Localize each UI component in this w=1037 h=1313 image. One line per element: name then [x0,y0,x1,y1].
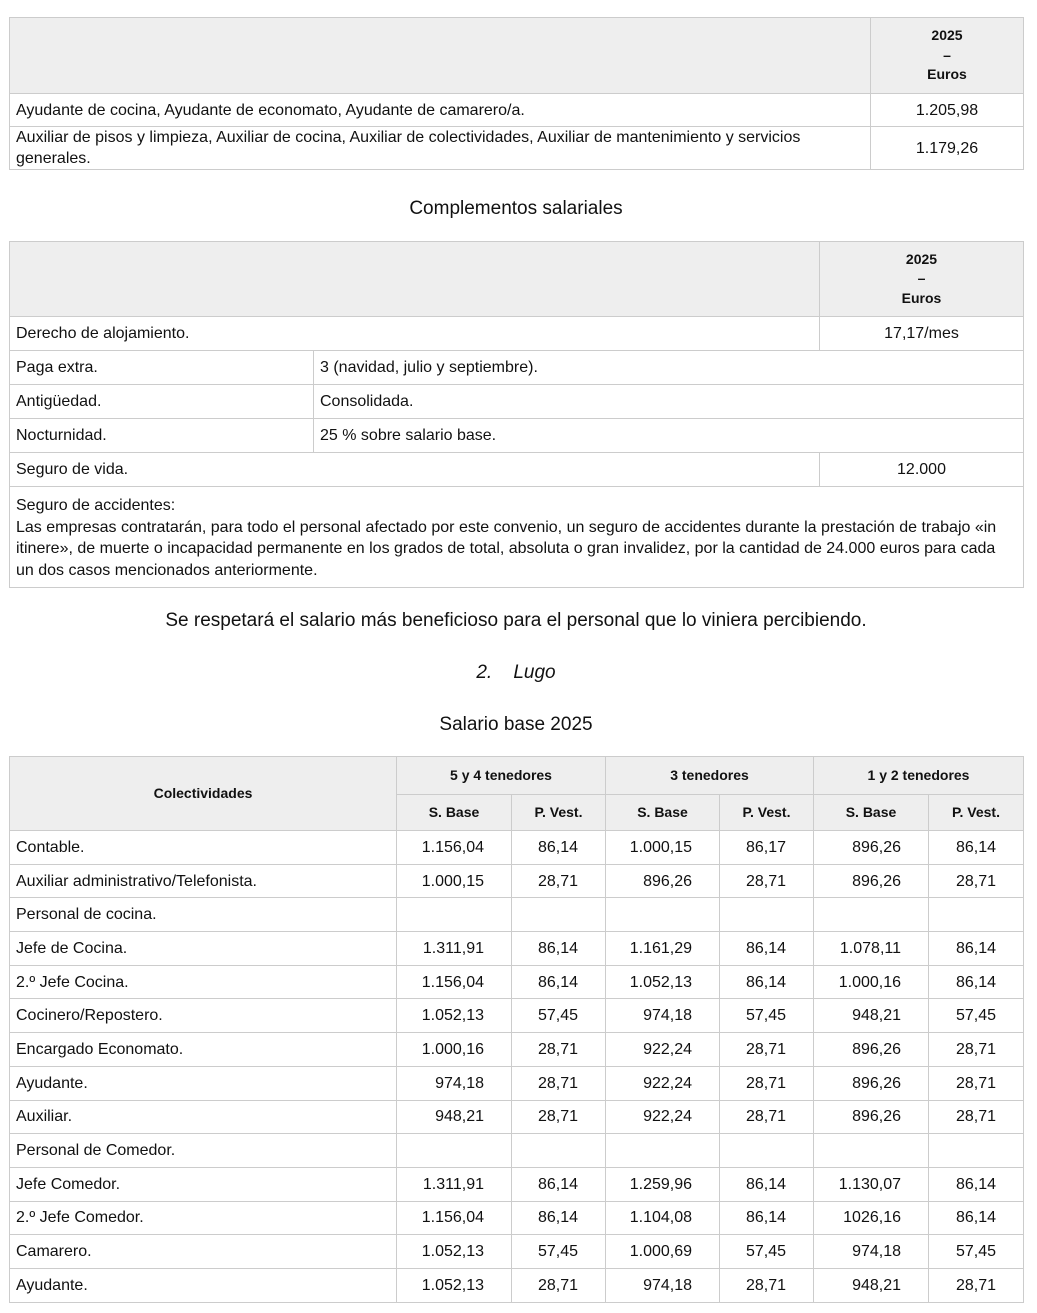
pvest-value: 86,14 [929,965,1024,999]
table-row [10,999,1024,1033]
sbase-value: 1.000,15 [606,831,720,865]
table-row [10,1268,1024,1302]
sbase-value: 1.000,15 [397,864,512,898]
pvest-value [512,1134,606,1168]
sbase-value [606,1134,720,1168]
header-dash: – [917,270,926,287]
row-label: Jefe de Cocina. [10,932,397,966]
pvest-value: 28,71 [720,1066,814,1100]
table-row [10,1167,1024,1201]
table-row [10,1235,1024,1269]
table-row-antiguedad [10,385,1024,419]
row-label: Ayudante de cocina, Ayudante de economato, Ayudante de camarero/a. [10,94,871,127]
table-row [10,127,1024,170]
sbase-value: 1.052,13 [397,1235,512,1269]
pvest-value: 28,71 [929,1100,1024,1134]
pvest-value: 28,71 [929,1066,1024,1100]
pvest-value: 28,71 [512,1100,606,1134]
pvest-value: 28,71 [512,1033,606,1067]
sbase-value: 1.156,04 [397,965,512,999]
pvest-value: 86,14 [512,1201,606,1235]
row-label: Encargado Economato. [10,1033,397,1067]
table-row [10,1201,1024,1235]
pvest-value: 86,14 [720,1201,814,1235]
sbase-value: 922,24 [606,1100,720,1134]
pvest-value [720,898,814,932]
row-label: Ayudante. [10,1268,397,1302]
header-colectividades: Colectividades [10,757,397,831]
row-value: 1.179,26 [871,127,1024,170]
sbase-value: 948,21 [397,1100,512,1134]
pvest-value: 28,71 [720,1100,814,1134]
pvest-value: 86,14 [720,1167,814,1201]
header-year: 2025 [905,250,938,267]
table-row [10,1033,1024,1067]
pvest-value [512,898,606,932]
sbase-value: 1.259,96 [606,1167,720,1201]
table-header-row [10,18,1024,94]
sbase-value: 1.052,13 [397,1268,512,1302]
row-value: 12.000 [820,453,1024,487]
pvest-value: 86,14 [512,965,606,999]
header-empty-cell [10,18,871,94]
sbase-value: 1.104,08 [606,1201,720,1235]
header-sbase: S. Base [397,795,512,831]
section-name: Lugo [513,662,556,683]
pvest-value: 86,14 [929,1201,1024,1235]
sbase-value [397,1134,512,1168]
row-label: Nocturnidad. [10,419,314,453]
sbase-value [397,898,512,932]
sbase-value: 1026,16 [814,1201,929,1235]
pvest-value [929,898,1024,932]
table-row [10,965,1024,999]
table-row [10,864,1024,898]
section-number: 2. [476,662,493,683]
pvest-value: 86,14 [720,932,814,966]
header-unit: Euros [927,66,967,83]
table-row [10,932,1024,966]
pvest-value: 86,17 [720,831,814,865]
sbase-value: 1.000,16 [814,965,929,999]
table-row [10,94,1024,127]
table-row [10,1066,1024,1100]
row-label: Personal de Comedor. [10,1134,397,1168]
pvest-value: 28,71 [929,1268,1024,1302]
header-pvest: P. Vest. [720,795,814,831]
salario-base-table [9,756,1024,1303]
header-unit: Euros [901,289,942,306]
sbase-value: 948,21 [814,999,929,1033]
header-empty-cell [10,242,820,317]
sbase-value: 1.052,13 [606,965,720,999]
pvest-value: 86,14 [929,1167,1024,1201]
header-sbase: S. Base [814,795,929,831]
table-row [10,1100,1024,1134]
row-label: 2.º Jefe Comedor. [10,1201,397,1235]
header-year-euros [820,242,1024,317]
pvest-value [720,1134,814,1168]
row-label: Ayudante. [10,1066,397,1100]
row-label: Jefe Comedor. [10,1167,397,1201]
pvest-value: 57,45 [512,999,606,1033]
header-sbase: S. Base [606,795,720,831]
pvest-value: 57,45 [512,1235,606,1269]
sbase-value: 1.156,04 [397,831,512,865]
pvest-value: 28,71 [512,1268,606,1302]
row-label: Cocinero/Repostero. [10,999,397,1033]
table-row-nocturnidad [10,419,1024,453]
section-heading [0,662,1032,684]
note-paragraph: Se respetará el salario más beneficioso para el personal que lo viniera percibiendo. [165,610,867,631]
complementos-title: Complementos salariales [409,198,623,219]
sbase-value: 1.161,29 [606,932,720,966]
sbase-value: 974,18 [606,1268,720,1302]
sbase-value [814,1134,929,1168]
table-row-seguro-vida [10,453,1024,487]
sbase-value: 974,18 [814,1235,929,1269]
row-text: Las empresas contratarán, para todo el personal afectado por este convenio, un seguro de accidentes durante la prestación de trabajo «in itinere», de muerte o incapacidad permanente en los grados de total, absoluta o gran invalidez, por la cantidad de 24.000 euros para cada un dos casos mencionados anteriormente. [16,518,997,579]
sbase-value: 1.000,16 [397,1033,512,1067]
row-label: Auxiliar. [10,1100,397,1134]
pvest-value: 86,14 [512,831,606,865]
pvest-value [929,1134,1024,1168]
row-label: 2.º Jefe Cocina. [10,965,397,999]
header-group-1-2: 1 y 2 tenedores [814,757,1024,795]
row-label: Seguro de accidentes: [16,497,176,514]
pvest-value: 28,71 [720,1268,814,1302]
sbase-value: 1.311,91 [397,1167,512,1201]
row-label: Antigüedad. [10,385,314,419]
pvest-value: 86,14 [512,932,606,966]
pvest-value: 28,71 [720,1033,814,1067]
pvest-value: 86,14 [512,1167,606,1201]
sbase-value: 896,26 [814,1033,929,1067]
sbase-value [814,898,929,932]
row-label: Contable. [10,831,397,865]
header-dash: – [943,46,951,63]
row-label: Auxiliar de pisos y limpieza, Auxiliar de cocina, Auxiliar de colectividades, Auxiliar de mantenimiento y servicios generales. [10,127,871,170]
sbase-value: 1.311,91 [397,932,512,966]
row-value: 17,17/mes [820,317,1024,351]
sbase-value [606,898,720,932]
sbase-value: 922,24 [606,1066,720,1100]
header-year-euros [871,18,1024,94]
sbase-value: 1.000,69 [606,1235,720,1269]
pvest-value: 86,14 [929,932,1024,966]
sbase-value: 1.156,04 [397,1201,512,1235]
row-label: Seguro de vida. [10,453,820,487]
pvest-value: 86,14 [929,831,1024,865]
table-row-paga-extra [10,351,1024,385]
header-pvest: P. Vest. [512,795,606,831]
sbase-value: 896,26 [814,864,929,898]
seguro-accidentes-cell [10,487,1024,588]
table-row [10,1134,1024,1168]
sbase-value: 1.052,13 [397,999,512,1033]
sbase-value: 896,26 [606,864,720,898]
pvest-value: 57,45 [720,1235,814,1269]
table-header-row [10,242,1024,317]
pvest-value: 28,71 [512,864,606,898]
sbase-value: 1.078,11 [814,932,929,966]
header-pvest: P. Vest. [929,795,1024,831]
header-group-5-4: 5 y 4 tenedores [397,757,606,795]
table-row [10,831,1024,865]
table-header-row-groups [10,757,1024,795]
row-label: Derecho de alojamiento. [10,317,820,351]
sbase-value: 896,26 [814,831,929,865]
complementos-table [9,241,1024,588]
pvest-value: 57,45 [929,999,1024,1033]
sbase-value: 974,18 [397,1066,512,1100]
sbase-value: 1.130,07 [814,1167,929,1201]
pvest-value: 28,71 [929,864,1024,898]
header-year: 2025 [931,27,963,44]
row-label: Personal de cocina. [10,898,397,932]
sbase-value: 948,21 [814,1268,929,1302]
table-row-seguro-accidentes [10,487,1024,588]
pvest-value: 28,71 [929,1033,1024,1067]
pvest-value: 57,45 [929,1235,1024,1269]
row-label: Auxiliar administrativo/Telefonista. [10,864,397,898]
table-row [10,898,1024,932]
pvest-value: 28,71 [512,1066,606,1100]
sbase-value: 974,18 [606,999,720,1033]
sbase-value: 922,24 [606,1033,720,1067]
pvest-value: 28,71 [720,864,814,898]
row-value: 1.205,98 [871,94,1024,127]
row-value: 25 % sobre salario base. [314,419,1024,453]
row-value: Consolidada. [314,385,1024,419]
header-group-3: 3 tenedores [606,757,814,795]
sbase-value: 896,26 [814,1100,929,1134]
row-label: Paga extra. [10,351,314,385]
salary-table-categories [9,17,1024,170]
pvest-value: 86,14 [720,965,814,999]
table-row-alojamiento [10,317,1024,351]
row-label: Camarero. [10,1235,397,1269]
row-value: 3 (navidad, julio y septiembre). [314,351,1024,385]
sbase-value: 896,26 [814,1066,929,1100]
pvest-value: 57,45 [720,999,814,1033]
salario-base-title: Salario base 2025 [439,714,593,735]
